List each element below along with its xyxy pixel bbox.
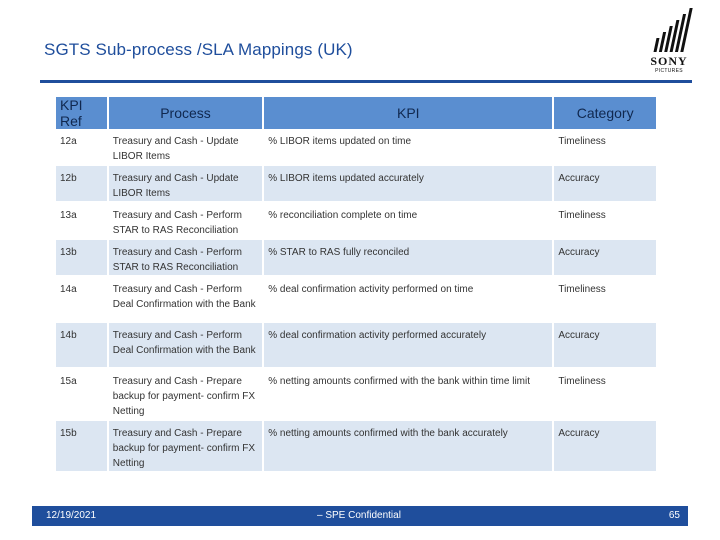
cell-process: Treasury and Cash - Perform STAR to RAS Reconciliation [108, 239, 263, 276]
cell-process: Treasury and Cash - Perform Deal Confirmation with the Bank [108, 276, 263, 322]
cell-kpi-ref: 12a [56, 129, 108, 165]
table-row [56, 420, 657, 472]
cell-process: Treasury and Cash - Prepare backup for payment- confirm FX Netting [108, 368, 263, 420]
footer-confidential: – SPE Confidential [317, 510, 401, 521]
table-row [56, 239, 657, 276]
cell-category: Accuracy [553, 165, 657, 202]
table-row [56, 165, 657, 202]
cell-category: Timeliness [553, 368, 657, 420]
title-underline [40, 80, 692, 83]
table-row [56, 322, 657, 368]
cell-kpi-ref: 12b [56, 165, 108, 202]
cell-kpi: % deal confirmation activity performed accurately [263, 322, 553, 368]
cell-kpi: % netting amounts confirmed with the bank accurately [263, 420, 553, 472]
cell-category: Timeliness [553, 202, 657, 239]
cell-category: Accuracy [553, 420, 657, 472]
cell-process: Treasury and Cash - Perform STAR to RAS Reconciliation [108, 202, 263, 239]
page-number: 65 [668, 510, 680, 521]
sla-mapping-table [56, 97, 658, 473]
table-row [56, 276, 657, 322]
cell-kpi-ref: 14a [56, 276, 108, 322]
logo-wordmark: SONY [650, 54, 688, 68]
cell-category: Accuracy [553, 239, 657, 276]
table-row [56, 368, 657, 420]
cell-kpi: % STAR to RAS fully reconciled [263, 239, 553, 276]
table-row [56, 202, 657, 239]
cell-kpi-ref: 15a [56, 368, 108, 420]
logo-subtitle: PICTURES [655, 68, 683, 74]
cell-process: Treasury and Cash - Update LIBOR Items [108, 165, 263, 202]
cell-kpi: % LIBOR items updated accurately [263, 165, 553, 202]
sony-pictures-logo [645, 6, 693, 76]
cell-kpi-ref: 14b [56, 322, 108, 368]
cell-category: Timeliness [553, 276, 657, 322]
table-header-row [56, 97, 657, 129]
footer-date: 12/19/2021 [46, 510, 97, 521]
cell-kpi-ref: 15b [56, 420, 108, 472]
header-process: Process [108, 97, 263, 129]
slide-title: SGTS Sub-process /SLA Mappings (UK) [44, 40, 353, 59]
cell-kpi: % netting amounts confirmed with the bank within time limit [263, 368, 553, 420]
cell-process: Treasury and Cash - Update LIBOR Items [108, 129, 263, 165]
cell-kpi: % deal confirmation activity performed on time [263, 276, 553, 322]
cell-category: Timeliness [553, 129, 657, 165]
table-row [56, 129, 657, 165]
logo-stripes [651, 8, 693, 52]
cell-process: Treasury and Cash - Prepare backup for payment- confirm FX Netting [108, 420, 263, 472]
footer-bar [32, 506, 688, 526]
cell-kpi: % LIBOR items updated on time [263, 129, 553, 165]
cell-process: Treasury and Cash - Perform Deal Confirmation with the Bank [108, 322, 263, 368]
header-category: Category [553, 97, 657, 129]
cell-category: Accuracy [553, 322, 657, 368]
header-kpi: KPI [263, 97, 553, 129]
cell-kpi-ref: 13a [56, 202, 108, 239]
header-kpi-ref: KPI Ref [56, 97, 108, 129]
cell-kpi-ref: 13b [56, 239, 108, 276]
cell-kpi: % reconciliation complete on time [263, 202, 553, 239]
